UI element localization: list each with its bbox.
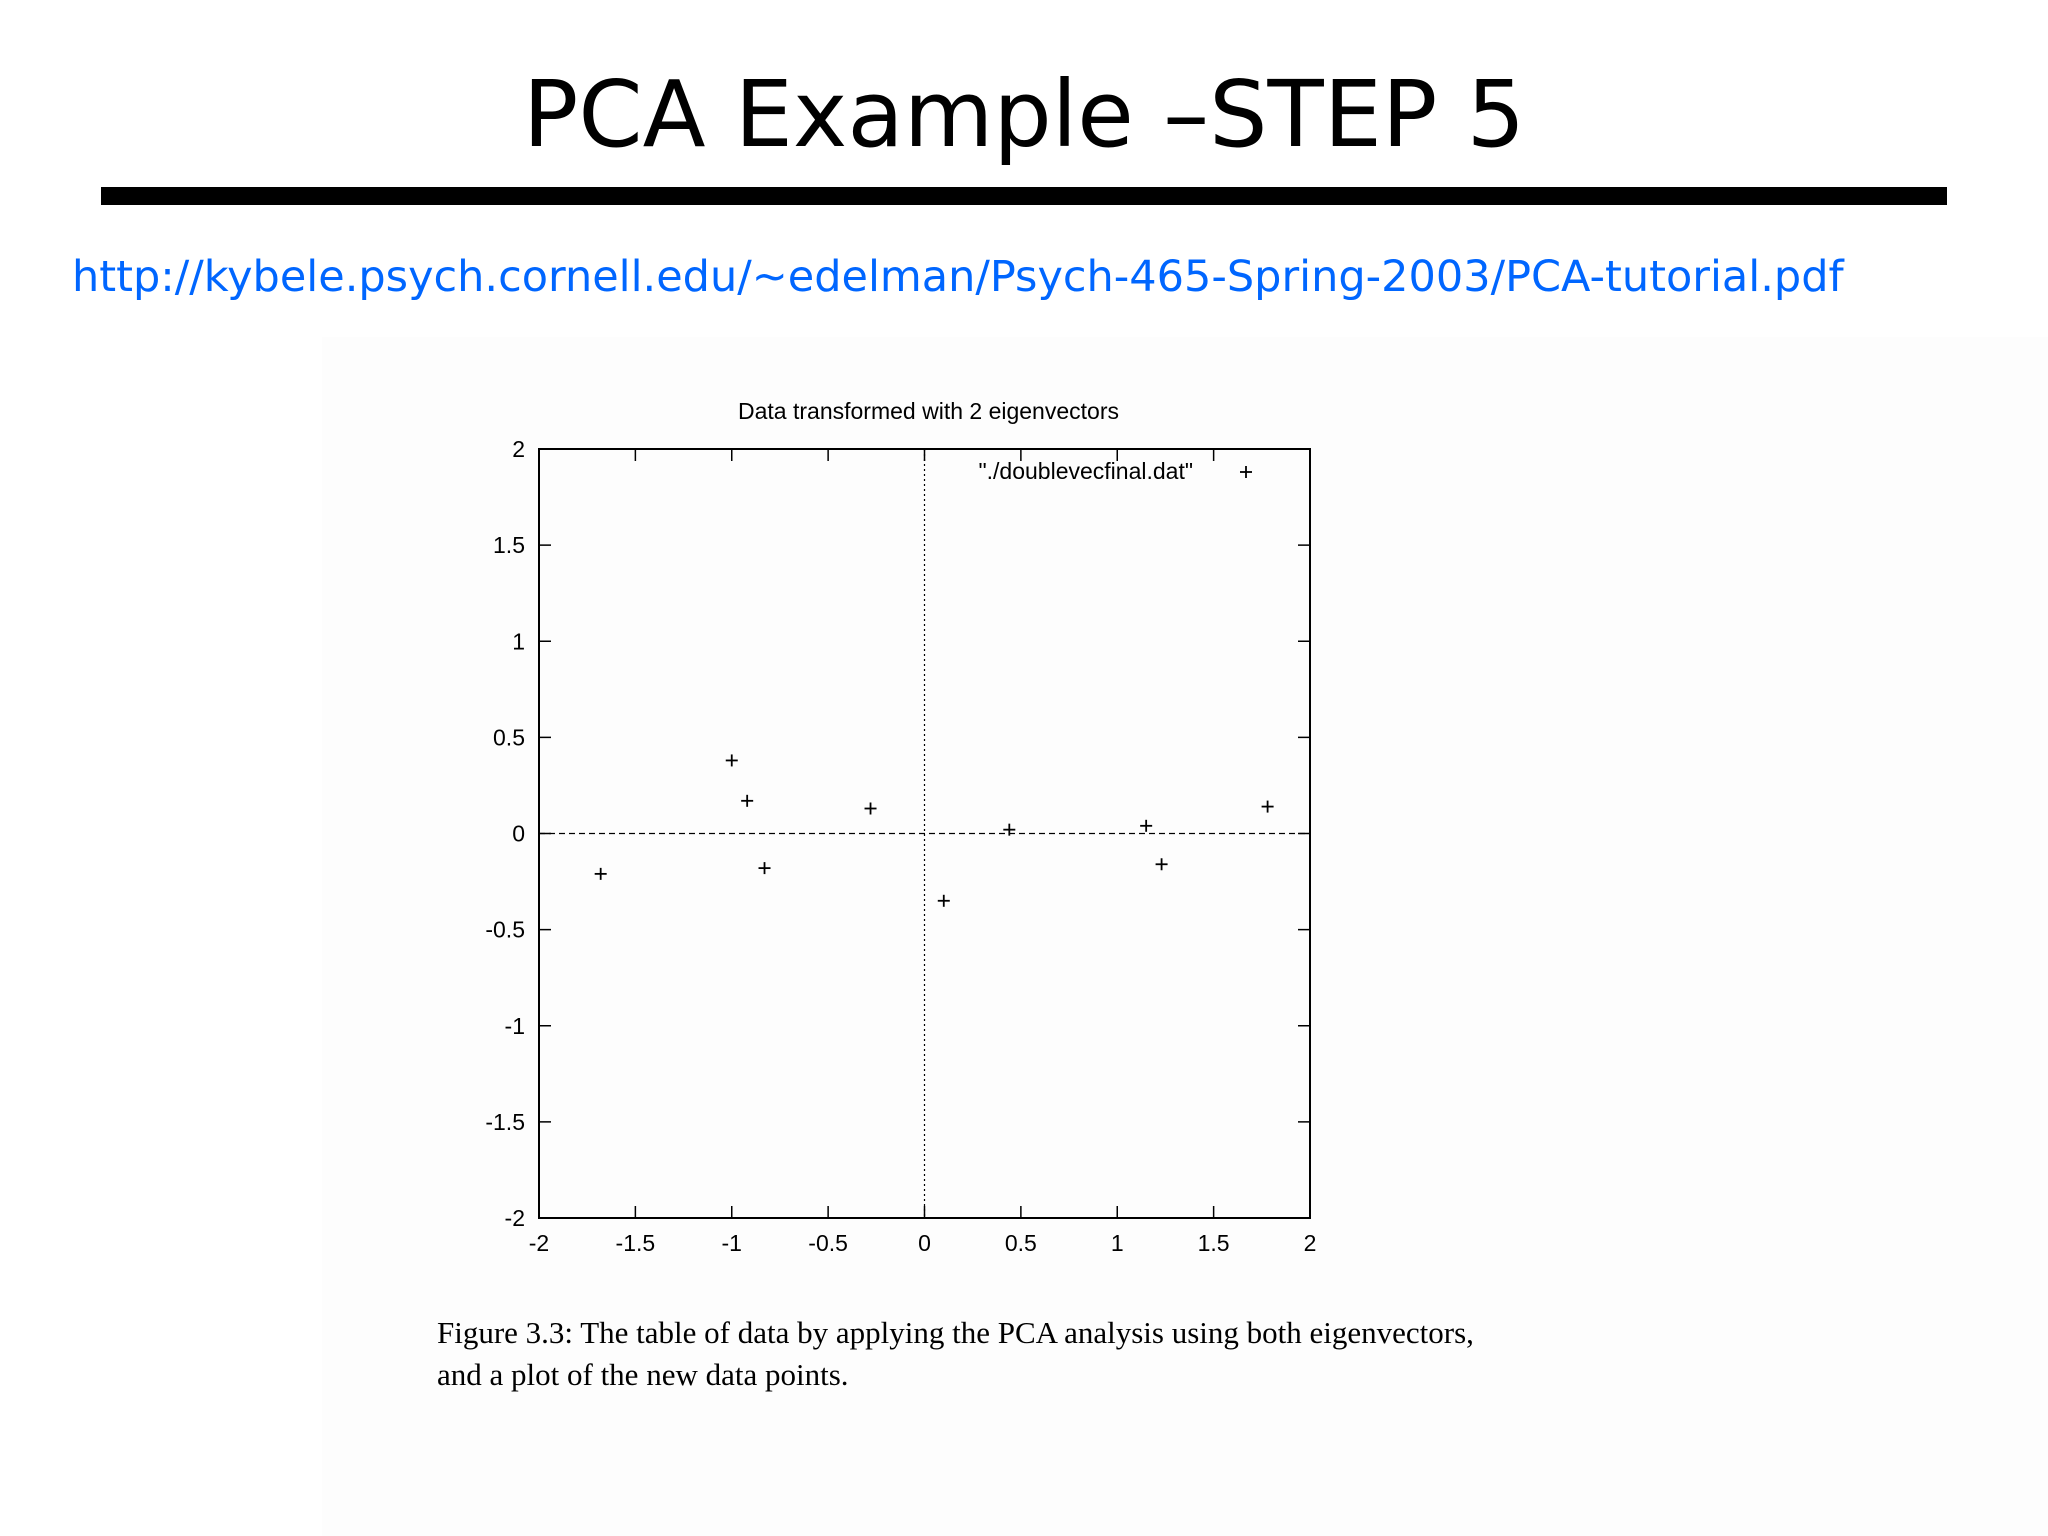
data-point: [1156, 858, 1168, 870]
x-tick-label: 1.5: [1197, 1230, 1230, 1256]
slide-title: PCA Example –STEP 5: [522, 61, 1526, 168]
legend-label: "./doublevecfinal.dat": [978, 458, 1193, 484]
data-point: [595, 868, 607, 880]
x-tick-label: -2: [528, 1230, 550, 1256]
data-point: [759, 862, 771, 874]
y-tick-label: 0.5: [493, 724, 525, 751]
data-point: [726, 754, 738, 766]
x-tick-label: 2: [1303, 1230, 1317, 1256]
legend-marker: [1240, 466, 1252, 478]
x-tick-label: 0: [918, 1230, 931, 1256]
y-tick-label: -1.5: [485, 1108, 525, 1135]
source-link[interactable]: http://kybele.psych.cornell.edu/~edelman/Psych-465-Spring-2003/PCA-tutorial.pdf: [72, 252, 1844, 302]
y-tick-label: 1.5: [493, 532, 525, 559]
y-tick-label: -1: [504, 1012, 525, 1039]
data-point: [741, 795, 753, 807]
x-tick-label: -1: [721, 1230, 742, 1256]
chart-title: Data transformed with 2 eigenvectors: [738, 398, 1119, 424]
data-point: [1262, 801, 1274, 813]
x-tick-label: -1.5: [615, 1230, 656, 1256]
data-point: [938, 895, 950, 907]
caption-line-1: Figure 3.3: The table of data by applying the PCA analysis using both eigenvectors,: [437, 1315, 1474, 1350]
x-tick-label: 0.5: [1004, 1230, 1037, 1256]
y-tick-label: 1: [512, 628, 525, 655]
y-tick-label: -2: [504, 1205, 525, 1231]
x-tick-label: 1: [1110, 1230, 1124, 1256]
y-tick-label: 2: [512, 436, 525, 462]
y-tick-label: -0.5: [485, 916, 525, 943]
data-point: [1140, 820, 1152, 832]
data-point: [865, 803, 877, 815]
figure-caption: [437, 1312, 1687, 1396]
y-tick-label: 0: [512, 820, 525, 847]
caption-line-2: and a plot of the new data points.: [437, 1357, 849, 1392]
x-tick-label: -0.5: [808, 1230, 848, 1256]
